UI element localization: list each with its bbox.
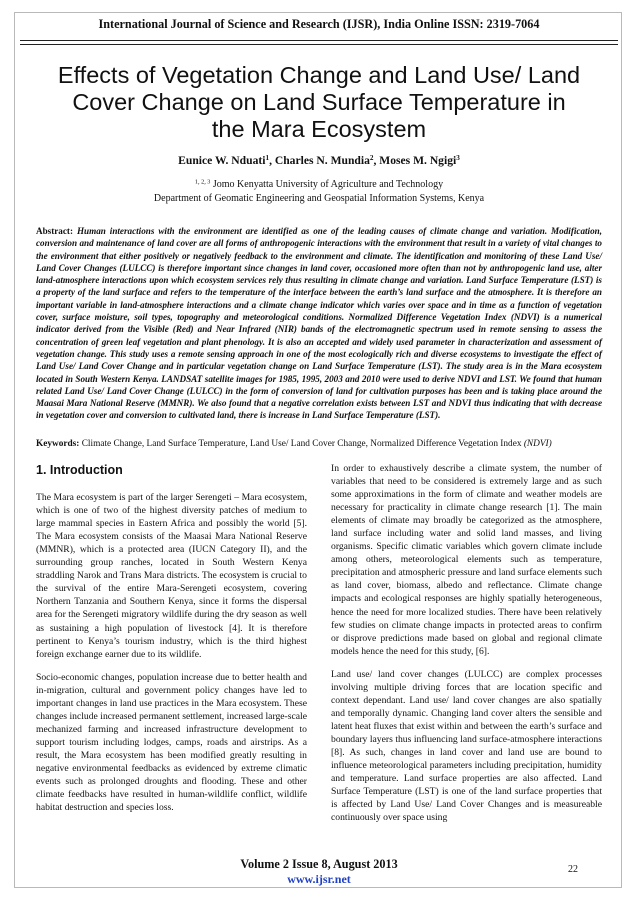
title-line: Effects of Vegetation Change and Land Use/ Land (57, 62, 581, 88)
title-line: Cover Change on Land Surface Temperature in (72, 89, 566, 115)
title-line: the Mara Ecosystem (211, 116, 427, 142)
header-rule (20, 40, 618, 45)
left-column (36, 462, 307, 824)
abstract (36, 225, 602, 422)
affiliation (0, 178, 638, 206)
author-name: Moses M. Ngigi (379, 154, 457, 167)
affiliation-line-1 (0, 178, 638, 192)
author-sup: 3 (456, 154, 460, 163)
footer-url-link[interactable]: www.ijsr.net (287, 872, 351, 886)
affiliation-university: Jomo Kenyatta University of Agriculture and Technology (212, 179, 444, 190)
paper-title (32, 62, 606, 143)
section-heading: 1. Introduction (36, 463, 123, 477)
author-sup: 2 (369, 154, 374, 163)
abstract-label: Abstract: (36, 226, 73, 236)
keywords (36, 438, 602, 450)
affiliation-department: Department of Geomatic Engineering and Geospatial Information Systems, Kenya (153, 193, 485, 204)
author-name: Charles N. Mundia (274, 154, 370, 167)
author-list (0, 154, 638, 167)
abstract-text: Human interactions with the environment are identified as one of the leading causes of climate change and variation. Modification, conversion and maintenance of land cover are all forms of anthropogenic interactions with the environment that result in a variety of vital changes to the environment that either positively or negatively feedback to the environment and climate. The identification and monitoring of these Land Use/ Land Cover Changes (LULCC) is therefore important since changes in land cover, occasioned more often than not by anthropogenic land use, alter land-atmosphere interactions upon which ecosystem services rely thus resulting in climate change and variation. Land Surface Temperature (LST) is a property of the land surface and refers to the temperature of the interface between the earth’s land surface and the atmosphere. It is therefore an important variable in land-atmosphere interactions and a climate change indicator which varies over space and in time as a function of vegetation cover, surface moisture, soil types, topography and meteorological conditions. Normalized Difference Vegetation Index (NDVI) is a numerical indicator derived from the Visible (Red) and Near Infrared (NIR) bands of the electromagnetic spectrum used in remote sensing to assess the concentration of green leaf vegetation and plant phenology. It is also an accepted and widely used parameter in characterization and assessment of vegetation change. This study uses a remote sensing approach in one of the most ecologically rich and diverse ecosystems to investigate the effect of Land Use/ Land Cover Change and in particular vegetation change on Land Surface Temperature (LST). The study area is in the Mara ecosystem located in South Western Kenya. LANDSAT satellite images for 1985, 1995, 2003 and 2010 were used to derive NDVI and LST. We found that human related Land Use/ Land Cover Change (LULCC) in the form of conversion of land for cultivation purposes has been and is taking place around the Maasai Mara National Reserve (MMNR). We also found that a negative correlation exists between LST and NDVI thus indicating that with decrease in vegetation cover and conversion to cultivated land, there is increase in Land Surface Temperature (LST). (36, 226, 602, 421)
paragraph: In order to exhaustively describe a climate system, the number of variables that need to be considered is extremely large and as such some approximations in the form of climate and weather models are necessary for practicality in climate change research [1]. The main elements of climate may broadly be categorized as the atmosphere, land surface including water and solid land masses, and living organisms. Specific climatic variables which govern climate include among others, meteorological elements such as temperature, precipitation and atmospheric pressure and land surface elements such as land cover, biomass, albedo and reflectance. Climate change impacts and ecological responses are highly spatially heterogeneous, hence the need for more localized studies. There have been relatively few studies on climate change impacts in protected areas to confirm or disprove predictions made based on global and regional climate models hence the need for this study, [6]. (331, 463, 603, 657)
author-sup: 1 (265, 154, 270, 163)
right-column (331, 462, 602, 834)
journal-header: International Journal of Science and Research (IJSR), India Online ISSN: 2319-7064 (98, 17, 540, 31)
keywords-text: Climate Change, Land Surface Temperature, Land Use/ Land Cover Change, Normalized Difference Vegetation Index (81, 439, 524, 449)
author-sep: , (373, 154, 380, 167)
affiliation-sup: 1, 2, 3 (194, 178, 211, 186)
paragraph: Land use/ land cover changes (LULCC) are complex processes involving multiple driving forces that are location specific and context dependant. Land use/ land cover changes are also spatially and temporally dynamic. Changing land cover alters the sensible and latent heat fluxes that exist within and between the earth’s surface and boundary layers thus influencing land surface-atmosphere interactions [8]. As such, changes in land cover and land use are bound to influence meteorological parameters including precipitation, humidity and temperature. Land surface properties are also affected. Land Surface Temperature (LST) is one of the land surface properties that is affected by Land Use/ Land Cover Changes and is measureable continuously over space using (331, 668, 602, 824)
paragraph: The Mara ecosystem is part of the larger Serengeti – Mara ecosystem, which is one of two of the highest diversity patches of medium to large mammal species in Eastern Africa and possibly the world [5]. The Mara ecosystem consists of the Maasai Mara National Reserve (MMNR), which is a protected area (IUCN Category II), and the surrounding group ranches, located in South Western Kenya straddling Narok and Trans Mara districts. The ecosystem is crucial to the survival of the entire Mara-Serengeti ecosystem, covering Northern Tanzania and Southern Kenya, since it forms the dispersal area for the Serengeti migratory wildlife during the dry season as well as sustaining a high population of livestock [4]. It is therefore pertinent to Kenya’s tourism industry, which is the third highest foreign exchange earner due to its wildlife. (36, 492, 307, 660)
paragraph: Socio-economic changes, population increase due to better health and in-migration, cultural and government policy changes have led to important changes in land use practices in the Mara ecosystem. These changes include increased permanent settlement, increased large-scale mechanized farming and increased infrastructure development to support tourism including lodges, camps, roads and airstrips. As a result, the Mara ecosystem has been modified greatly resulting in negative environmental feedbacks as evidenced by extreme climatic events such as prolonged droughts and flooding. These and other climate feedbacks have resulted in human-wildlife conflict, wildlife habitat destruction and species loss. (36, 671, 307, 814)
keywords-label: Keywords: (36, 439, 80, 449)
keywords-tail: (NDVI) (523, 439, 552, 449)
author-sep: , (269, 154, 275, 167)
page-number: 22 (568, 864, 578, 875)
footer-volume: Volume 2 Issue 8, August 2013 (240, 857, 398, 871)
author-name: Eunice W. Nduati (178, 154, 266, 167)
